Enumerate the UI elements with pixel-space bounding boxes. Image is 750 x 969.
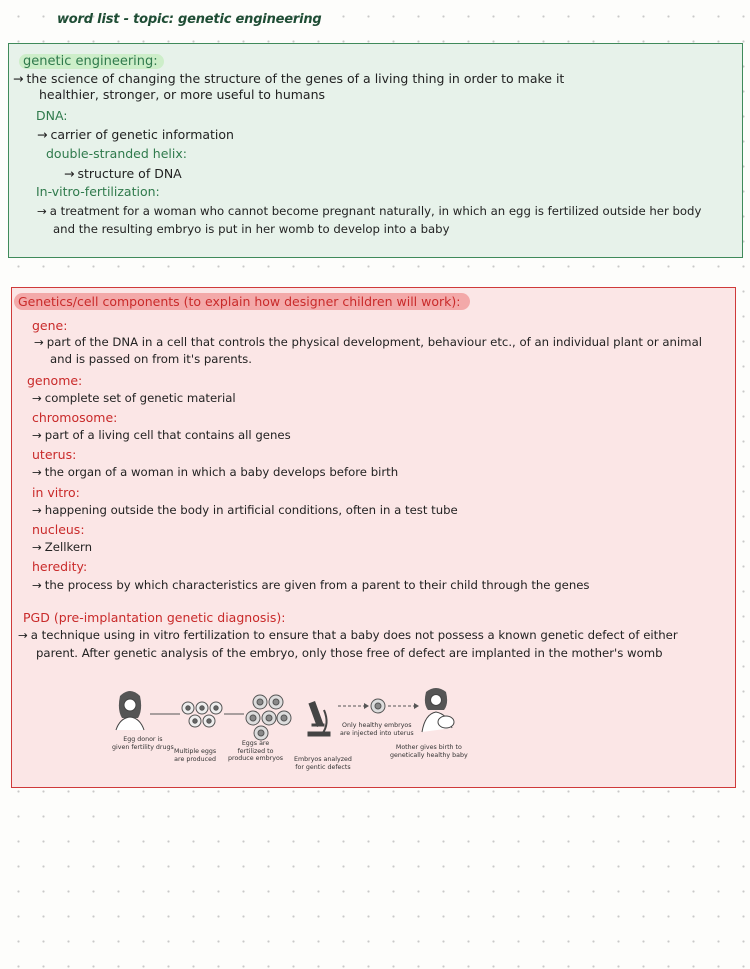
arrow-icon: → xyxy=(18,628,28,642)
term-chromosome: chromosome: xyxy=(32,410,118,425)
def-ivf-1: → a treatment for a woman who cannot become pregnant naturally, in which an egg is fertilized outside her body xyxy=(37,204,702,218)
arrow-icon: → xyxy=(32,503,42,517)
genetic-engineering-box xyxy=(8,43,743,258)
caption-egg-donor: Egg donor is given fertility drugs xyxy=(112,736,174,751)
arrow-icon: → xyxy=(32,465,42,479)
section-heading-genetics: Genetics/cell components (to explain how designer children will work): xyxy=(14,294,470,309)
term-heredity: heredity: xyxy=(32,559,88,574)
term-ivf: In-vitro-fertilization: xyxy=(36,184,160,199)
caption-healthy-embryos: Only healthy embryos are injected into uterus xyxy=(340,722,414,737)
egg-donor-icon xyxy=(116,691,144,730)
def-chromosome: → part of a living cell that contains all genes xyxy=(32,428,291,442)
def-nucleus: → Zellkern xyxy=(32,540,93,554)
embryos-icon xyxy=(246,695,291,740)
caption-eggs-fertilized: Eggs are fertilized to produce embryos xyxy=(228,740,284,762)
term-in-vitro: in vitro: xyxy=(32,485,80,500)
arrow-icon: → xyxy=(37,127,48,142)
page-title: word list - topic: genetic engineering xyxy=(57,12,322,27)
term-genetic-engineering: genetic engineering: xyxy=(19,54,164,69)
def-in-vitro: → happening outside the body in artificial conditions, often in a test tube xyxy=(32,503,458,517)
def-genome: → complete set of genetic material xyxy=(32,391,236,405)
pgd-process-diagram xyxy=(108,688,468,798)
term-dna: DNA: xyxy=(36,108,68,123)
eggs-icon xyxy=(182,702,222,727)
def-pgd-1: → a technique using in vitro fertilization to ensure that a baby does not possess a known genetic defect of either xyxy=(18,628,678,642)
caption-mother-birth: Mother gives birth to genetically healthy baby xyxy=(390,744,468,759)
healthy-embryo-icon xyxy=(371,699,385,713)
term-double-helix: double-stranded helix: xyxy=(46,146,187,161)
def-genetic-engineering-1: → the science of changing the structure of the genes of a living thing in order to make it xyxy=(13,71,565,86)
arrow-icon: → xyxy=(13,71,24,86)
arrow-right-icon xyxy=(364,703,369,709)
def-gene-2: and is passed on from it's parents. xyxy=(50,352,252,366)
arrow-right-icon xyxy=(414,703,419,709)
arrow-icon: → xyxy=(37,204,47,218)
def-pgd-2: parent. After genetic analysis of the embryo, only those free of defect are implanted in the mother's womb xyxy=(36,646,663,660)
def-ivf-2: and the resulting embryo is put in her womb to develop into a baby xyxy=(53,222,450,236)
mother-with-baby-icon xyxy=(422,688,454,732)
def-gene-1: → part of the DNA in a cell that controls the physical development, behaviour etc., of an individual plant or animal xyxy=(34,335,702,349)
arrow-icon: → xyxy=(32,428,42,442)
caption-embryos-analyzed: Embryos analyzed for gentic defects xyxy=(294,756,352,771)
def-uterus: → the organ of a woman in which a baby develops before birth xyxy=(32,465,399,479)
def-heredity: → the process by which characteristics are given from a parent to their child through the genes xyxy=(32,578,590,592)
def-dna: → carrier of genetic information xyxy=(37,127,234,142)
arrow-icon: → xyxy=(34,335,44,349)
caption-multiple-eggs: Multiple eggs are produced xyxy=(174,748,217,763)
arrow-icon: → xyxy=(32,578,42,592)
term-nucleus: nucleus: xyxy=(32,522,85,537)
def-genetic-engineering-2: healthier, stronger, or more useful to humans xyxy=(39,87,326,102)
microscope-icon xyxy=(308,702,330,736)
term-gene: gene: xyxy=(32,318,68,333)
arrow-icon: → xyxy=(32,540,42,554)
def-double-helix: → structure of DNA xyxy=(64,166,182,181)
term-uterus: uterus: xyxy=(32,447,77,462)
arrow-icon: → xyxy=(32,391,42,405)
arrow-icon: → xyxy=(64,166,75,181)
term-pgd: PGD (pre-implantation genetic diagnosis): xyxy=(23,610,286,625)
term-genome: genome: xyxy=(27,373,83,388)
